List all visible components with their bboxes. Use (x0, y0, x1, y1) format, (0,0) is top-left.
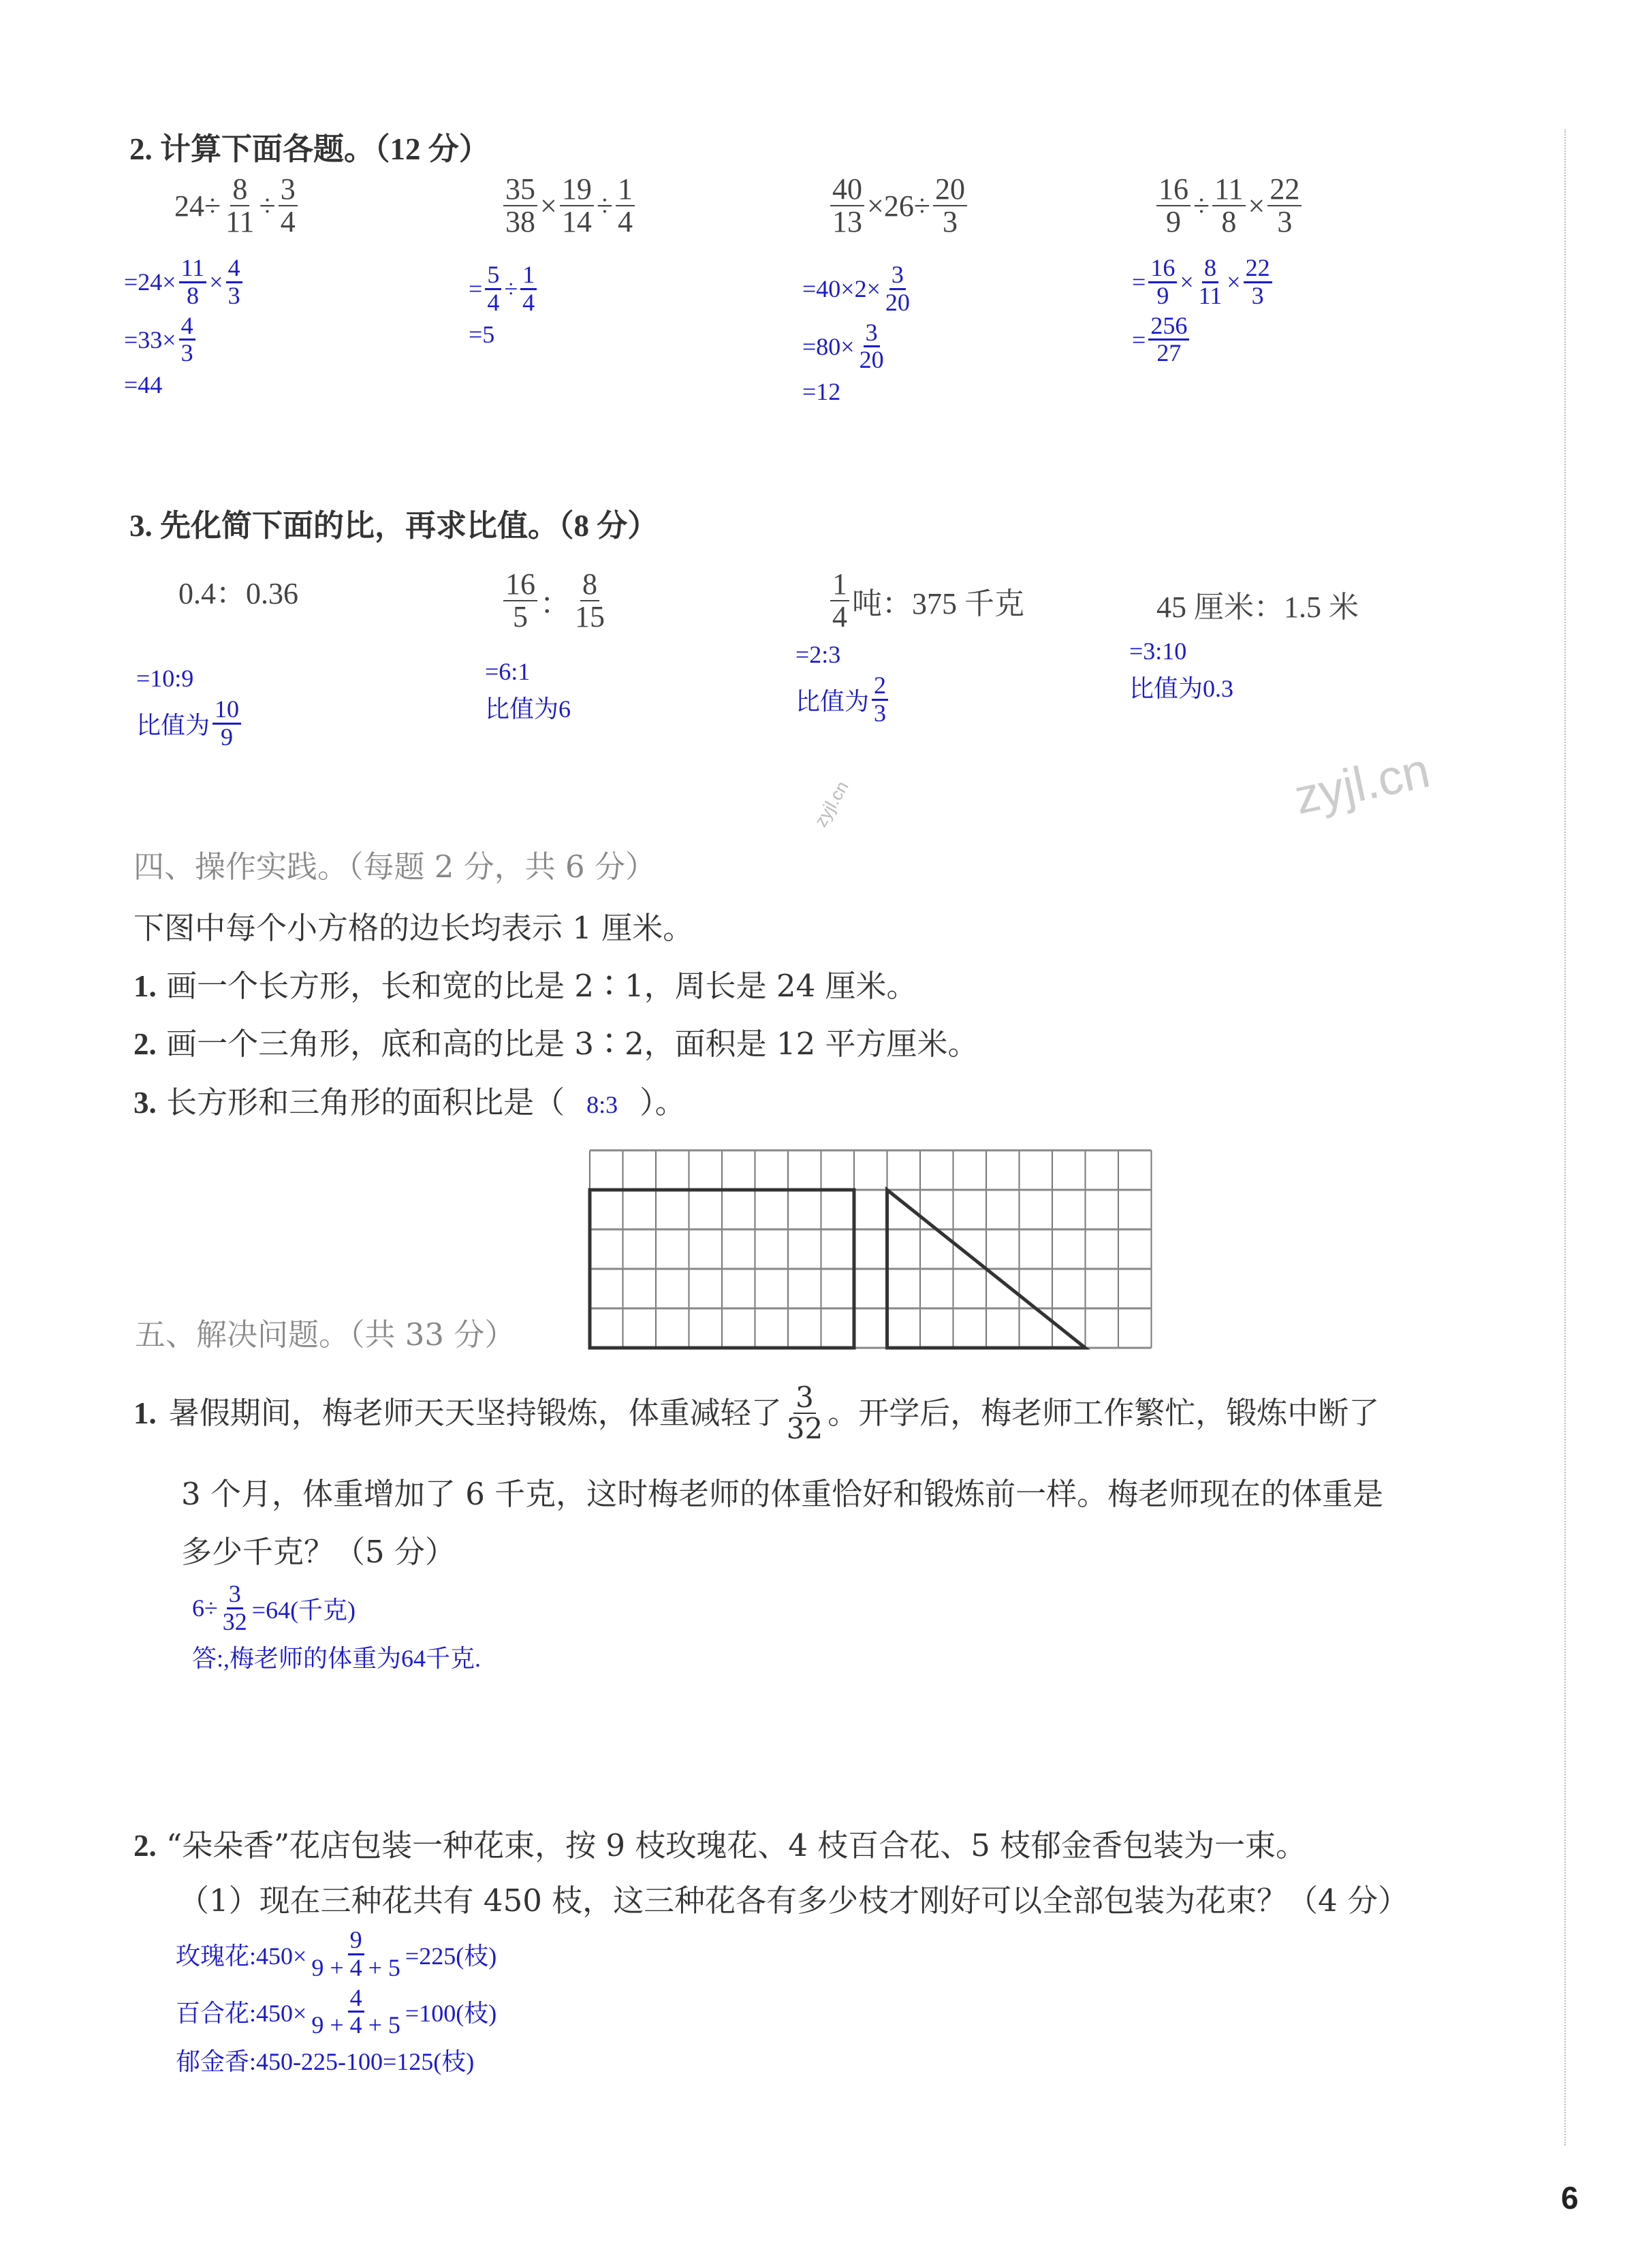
numerator: 11 (1212, 174, 1245, 206)
answer-step (1129, 637, 1233, 665)
fraction (830, 569, 849, 633)
watermark: zyjl.cn (1289, 743, 1435, 825)
denominator: 3 (1251, 281, 1264, 309)
denominator: 9 (1156, 281, 1169, 309)
numerator: 3 (864, 320, 880, 348)
denominator: 4 (832, 600, 847, 634)
expr-text: ： (540, 587, 570, 621)
expr-text: 郁金香:450-225-100=125(枝) (176, 2048, 475, 2076)
fraction (279, 174, 298, 238)
denominator: 3 (227, 281, 240, 309)
expr-text: = (1132, 326, 1146, 353)
expr-text: =2:3 (795, 641, 841, 668)
item-number: 3. (133, 1086, 157, 1120)
numerator: 40 (830, 174, 864, 206)
numerator: 8 (1202, 255, 1218, 283)
expr-text: =5 (469, 320, 495, 348)
denominator: 8 (1221, 205, 1237, 239)
numerator: 2 (872, 673, 888, 701)
numerator: 35 (503, 174, 537, 206)
q2-problem-4-answer (1132, 255, 1275, 371)
problem-number: 2. (133, 1829, 157, 1863)
numerator: 3 (279, 174, 298, 206)
drawing-grid (587, 1148, 1156, 1352)
numerator: 10 (212, 697, 241, 725)
answer-step (176, 2043, 496, 2077)
denominator: 20 (859, 346, 884, 374)
expr-text: 吨：375 千克 (852, 587, 1024, 621)
fraction (616, 174, 635, 238)
answer-step (802, 320, 915, 374)
expr-text: =64(千克) (251, 1596, 356, 1624)
fraction (573, 569, 607, 633)
q2-title: 2. 计算下面各题。（12 分） (129, 132, 490, 166)
q3-problem-1-answer (136, 664, 244, 755)
answer-step (802, 262, 915, 316)
numerator: 3 (889, 262, 906, 290)
numerator: 4 (179, 313, 195, 341)
denominator: 3 (942, 205, 958, 239)
fraction (309, 1985, 403, 2039)
numerator: 4 (348, 1985, 364, 2013)
expr-text: 比值为 (795, 687, 870, 715)
problem-1-answer (192, 1581, 481, 1678)
answer-step (795, 640, 891, 669)
q3-title: 3. 先化简下面的比，再求比值。（8 分） (129, 509, 659, 543)
problem-2-answer (176, 1927, 496, 2081)
item-number: 2. (133, 1027, 157, 1061)
numerator: 19 (560, 174, 594, 206)
numerator: 11 (179, 255, 207, 283)
expr-text: =12 (802, 378, 841, 406)
problem-1-line-2: 3 个月，体重增加了 6 千克，这时梅老师的体重恰好和锻炼前一样。梅老师现在的体重是 (181, 1476, 1384, 1512)
answer-step (192, 1581, 481, 1635)
denominator: 9 (221, 723, 234, 751)
expr-text: 比值为0.3 (1129, 675, 1234, 702)
problem-text: 暑假期间，梅老师天天坚持锻炼，体重减轻了 (168, 1395, 782, 1432)
expr-text: =24× (124, 268, 176, 296)
expr-text: ÷ (259, 189, 276, 223)
fraction (785, 1383, 825, 1444)
problem-text: 。开学后，梅老师工作繁忙，锻炼中断了 (827, 1395, 1380, 1432)
fraction (223, 174, 256, 238)
numerator: 16 (503, 569, 537, 601)
item-text: 画一个长方形，长和宽的比是 2∶1，周长是 24 厘米。 (166, 968, 917, 1004)
expr-text: 比值为 (136, 711, 210, 739)
fraction (485, 262, 501, 316)
denominator: 3 (1277, 205, 1293, 239)
numerator: 22 (1244, 255, 1272, 283)
expr-text: × (1227, 268, 1241, 296)
problem-2-line-1 (133, 1827, 1306, 1864)
denominator: 11 (1198, 281, 1223, 309)
answer-step (192, 1639, 481, 1674)
denominator: 9 + 4 + 5 (311, 1953, 400, 1981)
q2-problem-2-answer (469, 262, 539, 353)
q2-problem-3-expression (827, 174, 970, 238)
answer-step (1129, 670, 1233, 704)
denominator: 4 (487, 288, 500, 316)
fraction (1267, 174, 1302, 238)
expr-text: =33× (124, 326, 176, 353)
numerator: 8 (580, 569, 599, 601)
problem-1-line-3: 多少千克？（5 分） (181, 1534, 456, 1570)
denominator: 4 (280, 205, 296, 239)
fraction (503, 569, 537, 633)
denominator: 11 (225, 205, 255, 239)
section-5-heading: 五、解决问题。（共 33 分） (135, 1317, 516, 1353)
fraction (221, 1581, 249, 1635)
answer-step (176, 1927, 496, 1981)
q2-problem-3-answer (802, 262, 915, 410)
q2-problem-4-expression (1154, 174, 1304, 238)
answer-step (469, 320, 539, 349)
expr-text: ÷ (596, 189, 613, 223)
denominator: 5 (513, 600, 528, 634)
answer-step (795, 673, 891, 727)
numerator: 16 (1148, 255, 1177, 283)
numerator: 1 (520, 262, 537, 290)
numerator: 5 (485, 262, 501, 290)
expr-text: = (469, 275, 483, 303)
section-4-intro: 下图中每个小方格的边长均表示 1 厘米。 (133, 910, 694, 946)
numerator: 9 (348, 1927, 364, 1955)
numerator: 16 (1156, 174, 1190, 206)
fraction (1197, 255, 1225, 309)
answer-step (124, 255, 245, 309)
expr-text: 答:,梅老师的体重为64千克. (192, 1644, 482, 1672)
expr-text: = (1132, 268, 1146, 296)
expr-text: 比值为6 (485, 695, 571, 723)
numerator: 3 (793, 1383, 816, 1414)
denominator: 4 (522, 288, 535, 316)
expr-text: ÷ (504, 275, 518, 303)
q3-problem-1-expression (178, 569, 298, 612)
answer-step (136, 697, 244, 751)
expr-text: ÷ (1193, 189, 1210, 223)
numerator: 8 (230, 174, 249, 206)
expr-text: 24÷ (174, 189, 221, 223)
denominator: 32 (786, 1412, 823, 1446)
q2-problem-1-expression (174, 174, 300, 238)
denominator: 38 (505, 205, 535, 239)
section-4-item-3 (133, 1084, 686, 1121)
section-4-item-2 (133, 1026, 979, 1062)
denominator: 14 (561, 205, 592, 239)
fraction (226, 255, 242, 309)
expr-text: 百合花:450× (176, 2000, 307, 2028)
fraction (1148, 255, 1177, 309)
expr-text: 0.4：0.36 (178, 577, 298, 610)
answer-step (469, 262, 539, 316)
answer-step (136, 664, 244, 693)
expr-text: × (1248, 189, 1265, 223)
expr-text: × (1180, 268, 1194, 296)
denominator: 8 (186, 281, 199, 309)
answer-step (485, 690, 571, 725)
q3-problem-4-expression (1156, 582, 1359, 626)
fraction (520, 262, 537, 316)
fraction (503, 174, 537, 238)
expr-text: 玫瑰花:450× (176, 1942, 307, 1970)
margin-dotted-line (1564, 129, 1566, 2145)
numerator: 4 (226, 255, 242, 283)
q3-problem-2-expression (501, 569, 610, 633)
expr-text: × (209, 268, 223, 296)
fraction (179, 255, 207, 309)
expr-text: 6÷ (192, 1594, 218, 1622)
q2-problem-1-answer (124, 255, 245, 403)
expr-text: × (540, 189, 557, 223)
item-number: 1. (133, 969, 157, 1003)
denominator: 4 (617, 205, 633, 239)
fraction (212, 697, 241, 751)
denominator: 13 (832, 205, 862, 239)
expr-text: =225(枝) (405, 1942, 497, 1970)
fraction (1156, 174, 1190, 238)
section-4-heading: 四、操作实践。（每题 2 分，共 6 分） (133, 849, 656, 885)
expr-text: 45 厘米：1.5 米 (1156, 590, 1359, 624)
expr-text: ×26÷ (867, 189, 930, 223)
fraction (309, 1927, 403, 1981)
fraction (1244, 255, 1272, 309)
numerator: 3 (227, 1581, 243, 1609)
fraction (883, 262, 912, 316)
item-text: 长方形和三角形的面积比是（ (166, 1084, 565, 1120)
denominator: 15 (575, 600, 605, 634)
numerator: 256 (1148, 313, 1189, 341)
expr-text: =100(枝) (405, 2000, 497, 2028)
expr-text: =3:10 (1129, 637, 1187, 665)
item-text-end: ）。 (640, 1084, 686, 1120)
fraction (560, 174, 594, 238)
answer-step (176, 1985, 496, 2039)
answer-step (124, 371, 245, 399)
numerator: 1 (830, 569, 849, 601)
q3-problem-4-answer (1129, 637, 1233, 708)
denominator: 27 (1156, 339, 1182, 367)
q3-problem-3-answer (795, 640, 891, 731)
q3-problem-2-answer (485, 657, 571, 729)
denominator: 9 (1166, 205, 1181, 239)
denominator: 3 (180, 339, 193, 367)
numerator: 22 (1267, 174, 1302, 206)
fraction (1212, 174, 1245, 238)
expr-text: =80× (802, 332, 855, 360)
answer-step (1132, 313, 1275, 367)
section-4-item-1 (133, 968, 917, 1005)
denominator: 3 (874, 699, 887, 727)
problem-number: 1. (133, 1396, 157, 1431)
fraction (872, 673, 888, 727)
fraction (1148, 313, 1189, 367)
expr-text: =10:9 (136, 665, 194, 692)
denominator: 20 (885, 288, 910, 316)
q3-problem-3-expression (827, 569, 1024, 633)
numerator: 20 (933, 174, 967, 206)
problem-2-sub-1: （1）现在三种花共有 450 枝，这三种花各有多少枝才刚好可以全部包装为花束？（4 分） (178, 1883, 1409, 1919)
expr-text: =6:1 (485, 658, 531, 685)
expr-text: =44 (124, 371, 163, 399)
expr-text: =40×2× (802, 275, 881, 303)
fraction (857, 320, 886, 374)
numerator: 1 (616, 174, 635, 206)
fraction (179, 313, 195, 367)
denominator: 32 (222, 1607, 247, 1635)
answer-step (124, 313, 245, 367)
problem-text: “朵朵香”花店包装一种花束，按 9 枝玫瑰花、4 枝百合花、5 枝郁金香包装为一束。 (166, 1827, 1307, 1863)
page-number: 6 (1561, 2180, 1579, 2216)
answer-step (485, 657, 571, 686)
fraction (933, 174, 967, 238)
denominator: 9 + 4 + 5 (311, 2011, 400, 2039)
problem-1-line-1 (133, 1383, 1379, 1444)
watermark-small: zyjl.cn (810, 777, 853, 831)
fraction (830, 174, 864, 238)
item-text: 画一个三角形，底和高的比是 3∶2，面积是 12 平方厘米。 (166, 1026, 979, 1062)
q2-problem-2-expression (501, 174, 637, 238)
answer-step (802, 377, 915, 406)
area-ratio-answer: 8:3 (586, 1091, 618, 1118)
answer-step (1132, 255, 1275, 309)
